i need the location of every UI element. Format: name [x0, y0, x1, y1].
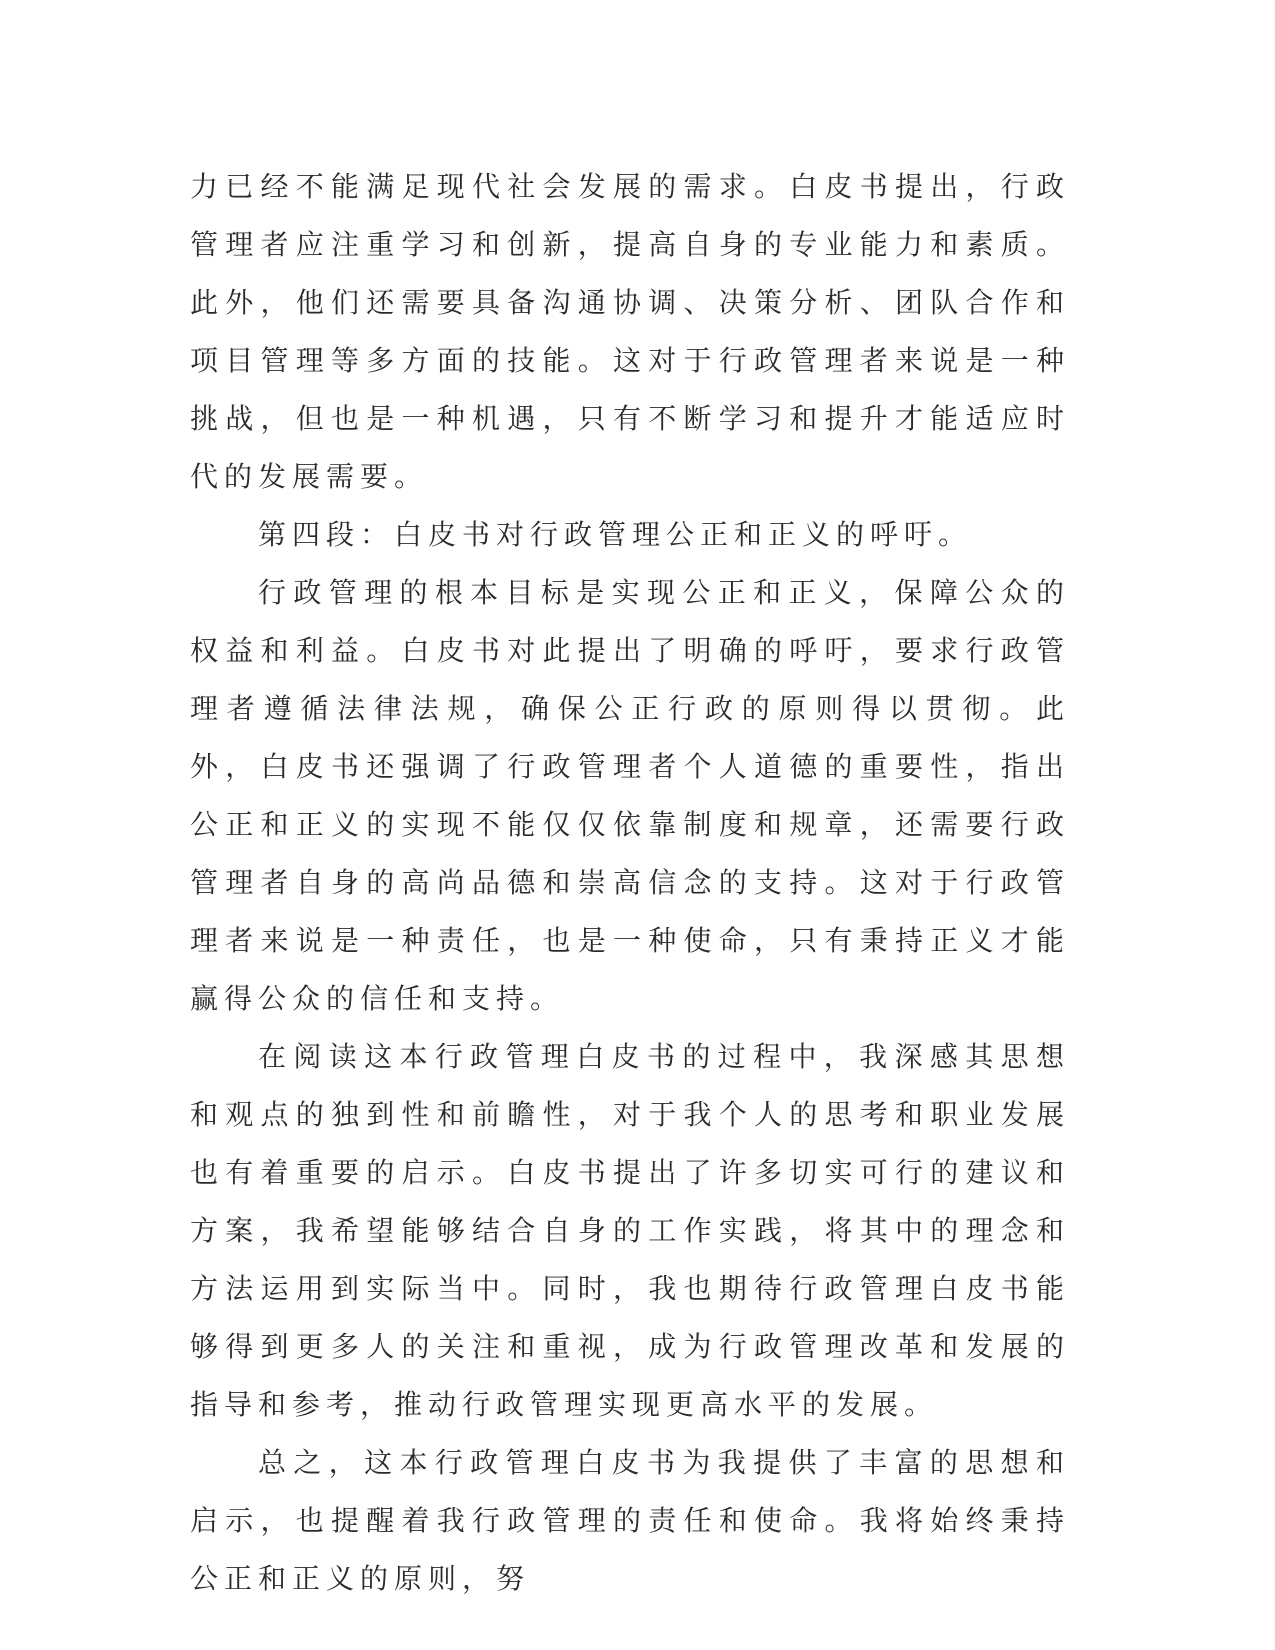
section-heading: 第四段：白皮书对行政管理公正和正义的呼吁。	[258, 518, 973, 551]
paragraph-continuation: 力已经不能满足现代社会发展的需求。白皮书提出，行政管理者应注重学习和创新，提高自身的专业能力和素质。此外，他们还需要具备沟通协调、决策分析、团队合作和项目管理等多方面的技能。这对于行政管理者来说是一种挑战，但也是一种机遇，只有不断学习和提升才能适应时代的发展需要。	[190, 170, 1070, 493]
paragraph: 总之，这本行政管理白皮书为我提供了丰富的思想和启示，也提醒着我行政管理的责任和使命。我将始终秉持公正和正义的原则，努	[190, 1446, 1070, 1595]
document-body	[190, 158, 1070, 1608]
paragraph: 在阅读这本行政管理白皮书的过程中，我深感其思想和观点的独到性和前瞻性，对于我个人的思考和职业发展也有着重要的启示。白皮书提出了许多切实可行的建议和方案，我希望能够结合自身的工作实践，将其中的理念和方法运用到实际当中。同时，我也期待行政管理白皮书能够得到更多人的关注和重视，成为行政管理改革和发展的指导和参考，推动行政管理实现更高水平的发展。	[190, 1040, 1070, 1421]
paragraph: 行政管理的根本目标是实现公正和正义，保障公众的权益和利益。白皮书对此提出了明确的呼吁，要求行政管理者遵循法律法规，确保公正行政的原则得以贯彻。此外，白皮书还强调了行政管理者个人道德的重要性，指出公正和正义的实现不能仅仅依靠制度和规章，还需要行政管理者自身的高尚品德和崇高信念的支持。这对于行政管理者来说是一种责任，也是一种使命，只有秉持正义才能赢得公众的信任和支持。	[190, 576, 1070, 1015]
